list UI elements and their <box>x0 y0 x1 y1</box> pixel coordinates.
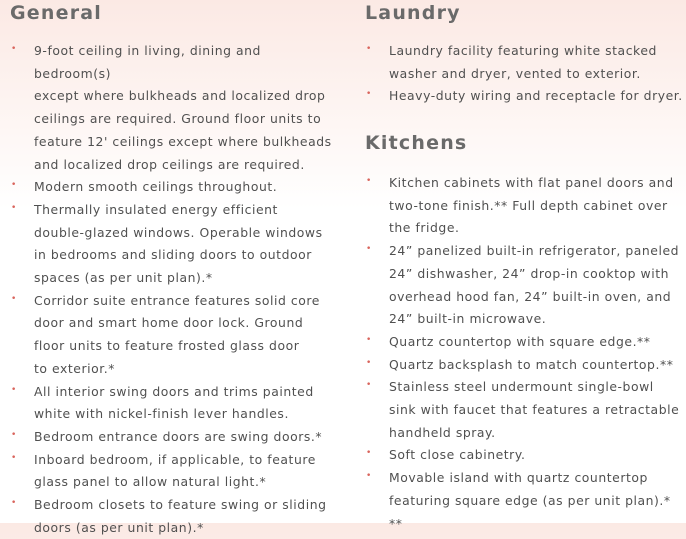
kitchens-list-item <box>365 354 683 377</box>
bullet-icon: • <box>366 448 372 459</box>
general-list-item <box>10 176 340 199</box>
bullet-icon: • <box>11 429 17 440</box>
item-text-line: 9-foot ceiling in living, dining and bedroom(s) <box>34 43 261 81</box>
item-text-line: washer and dryer, vented to exterior. <box>389 65 641 81</box>
general-list-item <box>10 40 340 176</box>
item-text-line: handheld spray. <box>389 424 496 440</box>
general-list-item <box>10 426 340 449</box>
kitchens-list-item <box>365 172 683 240</box>
bullet-icon: • <box>11 44 17 54</box>
general-list-item <box>10 381 340 426</box>
item-text-line: featuring square edge (as per unit plan).* ** <box>389 492 671 531</box>
bullet-icon: • <box>11 180 17 191</box>
kitchens-list-item <box>365 467 683 535</box>
general-list <box>10 40 340 539</box>
item-text-line: spaces (as per unit plan).* <box>34 270 213 286</box>
item-text-line: doors (as per unit plan).* <box>34 519 204 535</box>
item-text-line: Heavy-duty wiring and receptacle for dryer. <box>389 88 683 104</box>
item-text-line: Modern smooth ceilings throughout. <box>34 179 278 195</box>
bullet-icon: • <box>366 44 372 54</box>
item-text-line: floor units to feature frosted glass door <box>34 338 300 354</box>
item-text-line: Quartz backsplash to match countertop.** <box>389 356 674 372</box>
general-list-item <box>10 290 340 381</box>
item-text-line: except where bulkheads and localized drop <box>34 88 326 104</box>
bullet-icon: • <box>11 384 17 395</box>
bullet-icon: • <box>366 334 372 345</box>
general-list-item <box>10 449 340 494</box>
item-text-line: Quartz countertop with square edge.** <box>389 333 651 349</box>
item-text-line: ceilings are required. Ground floor units to <box>34 111 322 127</box>
item-text-line: Corridor suite entrance features solid core <box>34 292 320 308</box>
item-text-line: white with nickel-finish lever handles. <box>34 406 289 422</box>
item-text-line: Bedroom closets to feature swing or sliding <box>34 497 327 513</box>
item-text-line: Kitchen cabinets with flat panel doors and <box>389 175 674 190</box>
bullet-icon: • <box>366 176 372 186</box>
item-text-line: to exterior.* <box>34 360 115 376</box>
item-text-line: overhead hood fan, 24” built-in oven, and <box>389 288 672 304</box>
item-text-line: in bedrooms and sliding doors to outdoor <box>34 247 312 263</box>
kitchens-list <box>365 172 683 535</box>
bullet-icon: • <box>366 357 372 368</box>
bullet-icon: • <box>366 244 372 255</box>
general-list-item <box>10 494 340 539</box>
bullet-icon: • <box>366 380 372 391</box>
kitchens-list-item <box>365 444 683 467</box>
general-list-item <box>10 199 340 290</box>
item-text-line: Inboard bedroom, if applicable, to feature <box>34 451 316 467</box>
kitchens-list-item <box>365 240 683 331</box>
laundry-heading: Laundry <box>365 2 461 24</box>
item-text-line: 24” built-in microwave. <box>389 311 547 327</box>
item-text-line: feature 12' ceilings except where bulkheads <box>34 133 332 149</box>
item-text-line: Movable island with quartz countertop <box>389 470 648 486</box>
item-text-line: 24” panelized built-in refrigerator, paneled <box>389 243 680 259</box>
item-text-line: All interior swing doors and trims painted <box>34 383 314 399</box>
bullet-icon: • <box>366 89 372 100</box>
kitchens-list-item <box>365 331 683 354</box>
bullet-icon: • <box>11 452 17 463</box>
item-text-line: two-tone finish.** Full depth cabinet over <box>389 197 668 213</box>
item-text-line: sink with faucet that features a retractable <box>389 402 680 418</box>
laundry-list-item <box>365 85 683 108</box>
laundry-list-item <box>365 40 683 85</box>
bullet-icon: • <box>11 293 17 304</box>
item-text-line: Bedroom entrance doors are swing doors.* <box>34 428 323 444</box>
item-text-line: glass panel to allow natural light.* <box>34 474 267 490</box>
bullet-icon: • <box>11 202 17 213</box>
kitchens-heading: Kitchens <box>365 132 468 154</box>
laundry-list <box>365 40 683 108</box>
bullet-icon: • <box>366 471 372 482</box>
item-text-line: the fridge. <box>389 220 460 236</box>
item-text-line: Soft close cabinetry. <box>389 447 526 463</box>
item-text-line: and localized drop ceilings are required. <box>34 156 305 172</box>
item-text-line: Thermally insulated energy efficient <box>34 201 278 217</box>
bullet-icon: • <box>11 498 17 509</box>
item-text-line: 24” dishwasher, 24” drop-in cooktop with <box>389 265 670 281</box>
kitchens-list-item <box>365 376 683 444</box>
item-text-line: Stainless steel undermount single-bowl <box>389 379 654 395</box>
item-text-line: door and smart home door lock. Ground <box>34 315 304 331</box>
item-text-line: Laundry facility featuring white stacked <box>389 43 657 58</box>
item-text-line: double-glazed windows. Operable windows <box>34 224 323 240</box>
general-heading: General <box>10 2 102 24</box>
